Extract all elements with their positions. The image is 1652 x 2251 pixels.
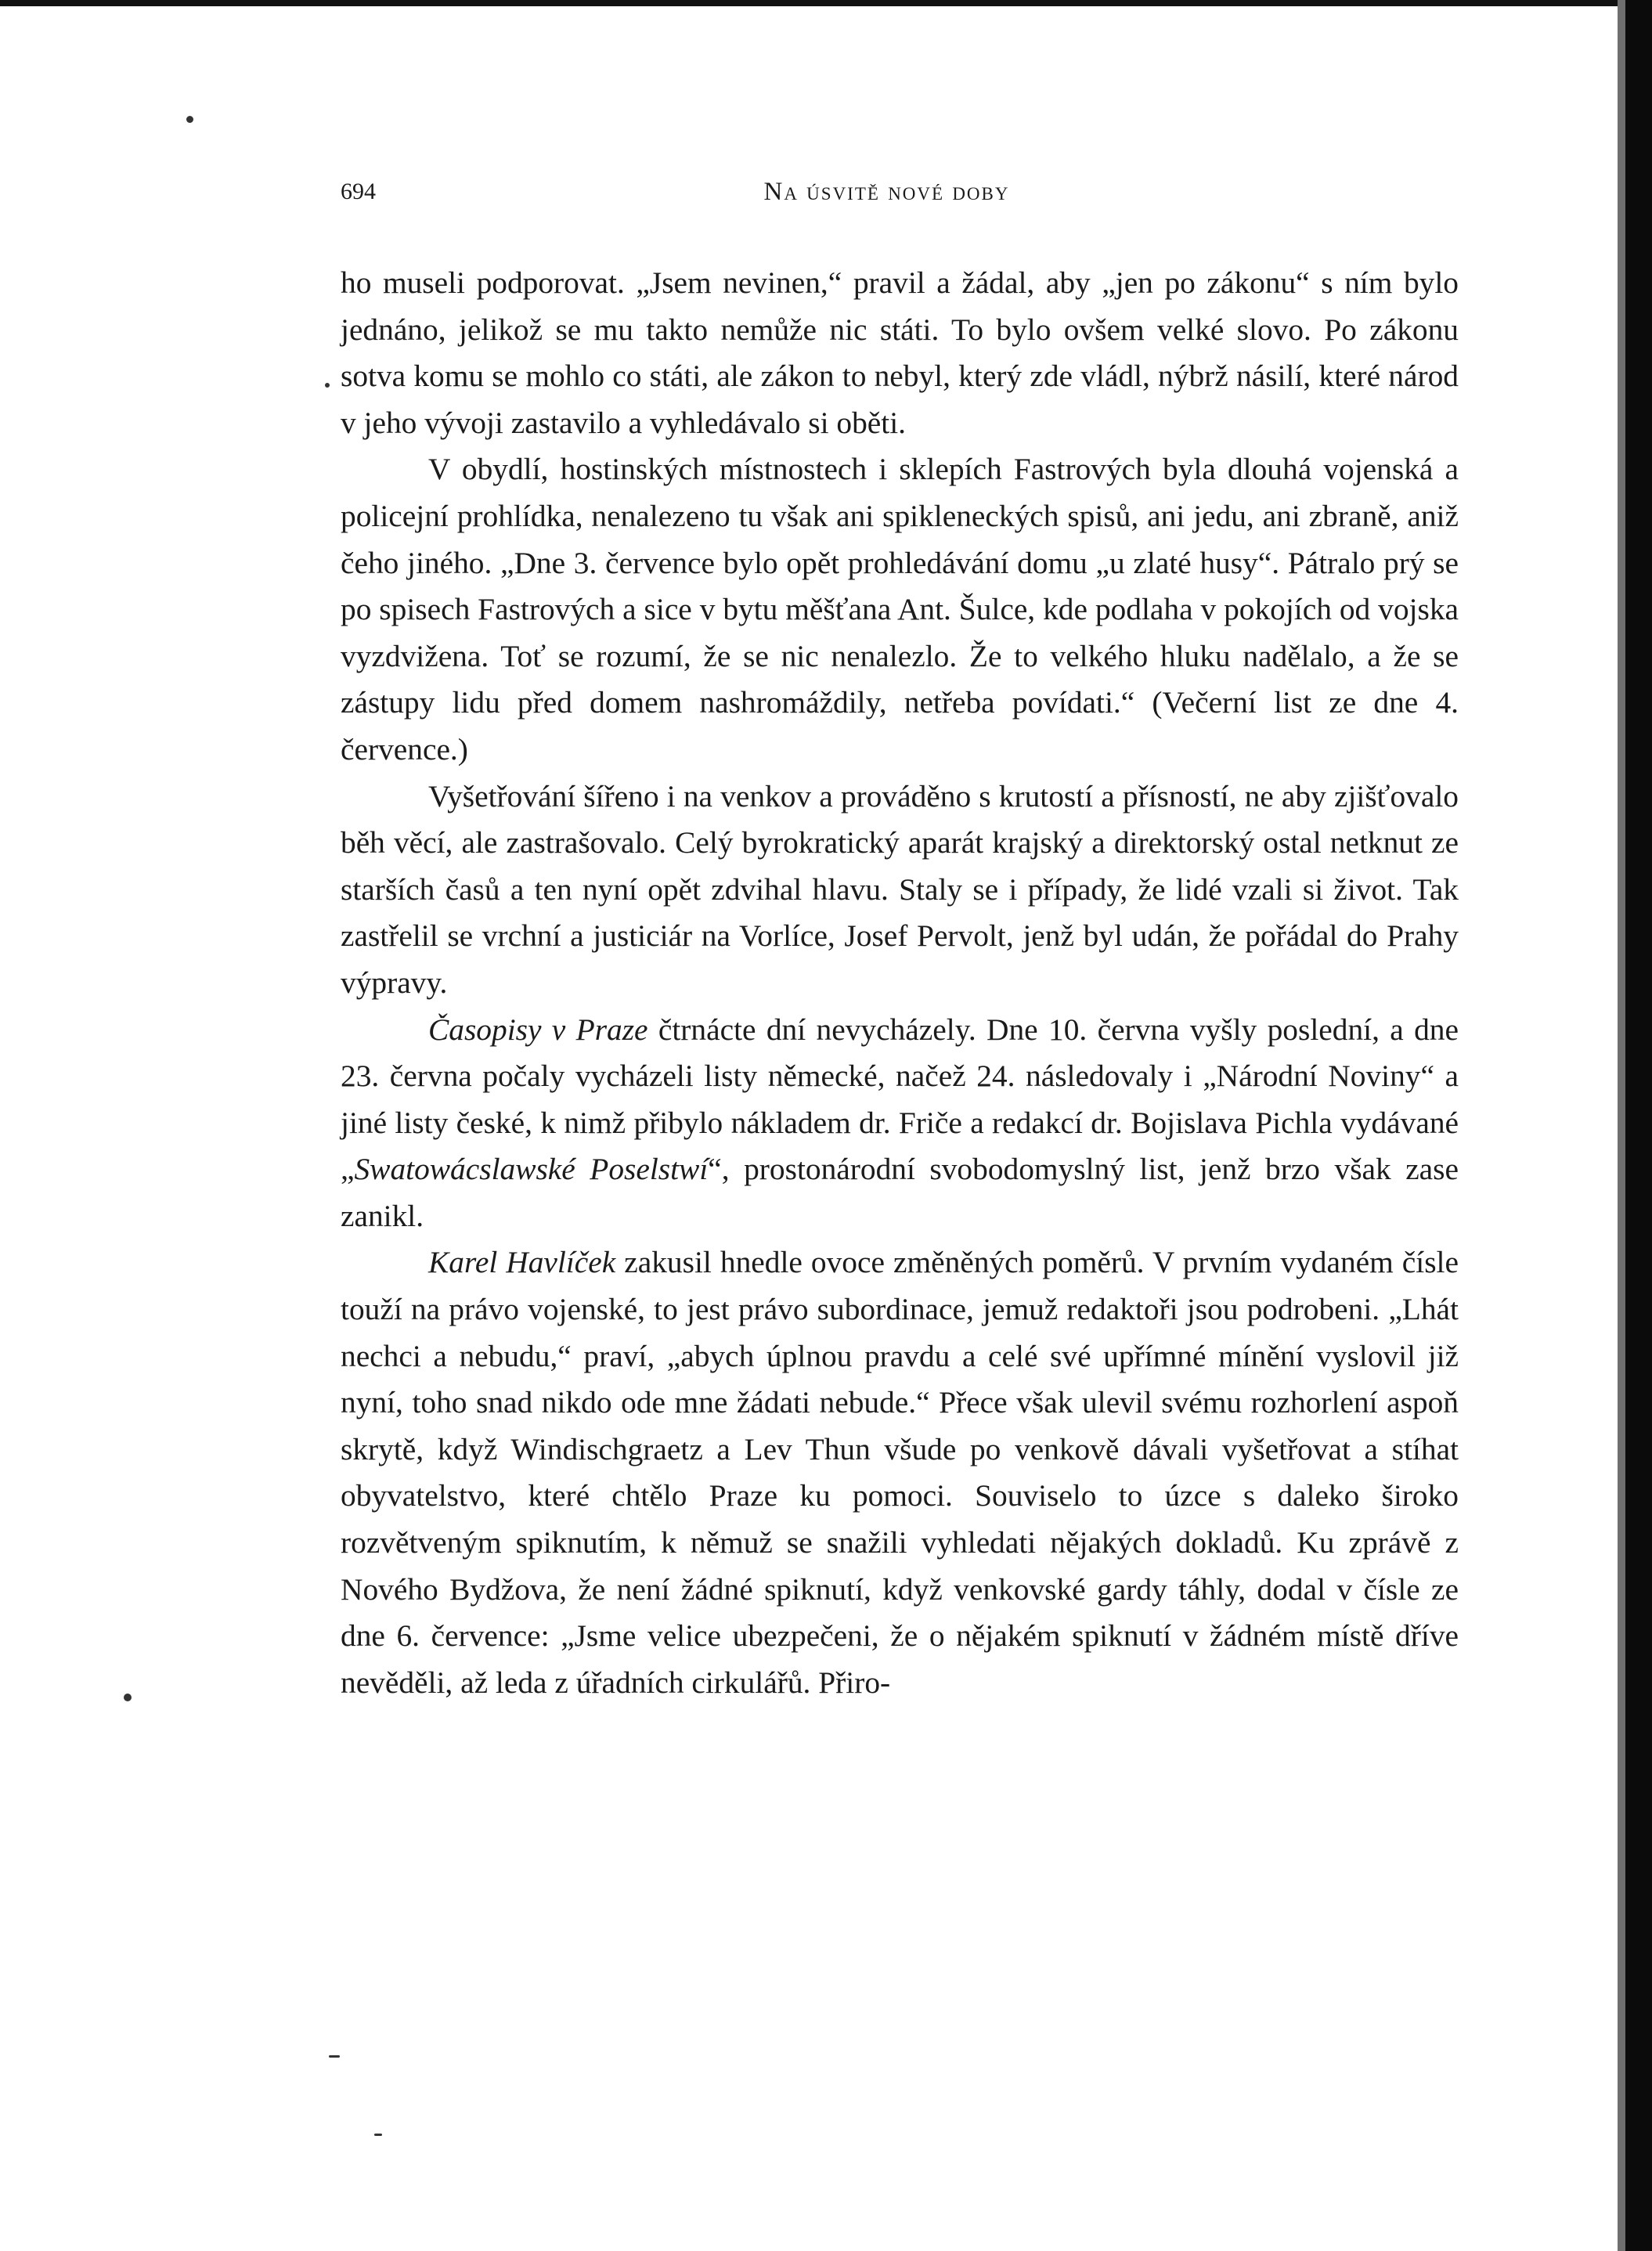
paragraph bbox=[341, 446, 1459, 773]
text-run: V obydlí, hostinských místnostech i sklepích Fastrových byla dlouhá vojenská a policejní prohlídka, nenalezeno tu však ani spikleneckých spisů, ani jedu, ani zbraně, aniž čeho jiného. „Dne 3. července bylo opět prohledávání domu „u zlaté husy“. Pátralo prý se po spisech Fastrových a sice v bytu měšťana Ant. Šulce, kde podlaha v pokojích od vojska vyzdvižena. Toť se rozumí, že se nic nenalezlo. Že to velkého hluku nadělalo, a že se zástupy lidu před domem nashromáždily, netřeba povídati.“ (Večerní list ze dne 4. července.) bbox=[341, 452, 1459, 767]
paragraph bbox=[341, 774, 1459, 1007]
body-text bbox=[341, 260, 1459, 1706]
italic-run: Karel Havlíček bbox=[428, 1245, 616, 1280]
scan-speck bbox=[325, 383, 330, 388]
scan-edge-right-shadow bbox=[1618, 0, 1625, 2251]
paragraph bbox=[341, 260, 1459, 446]
page-header bbox=[341, 174, 1464, 210]
text-run: čtrnácte dní nevycházely. Dne 10. června vyšly poslední, a dne 23. června počaly vycházeli listy německé, načež 24. následovaly i „Národní Noviny“ a jiné listy české, k nimž přibylo nákladem dr. Friče a redakcí dr. Bojislava Pichla vydávané „ bbox=[341, 1012, 1459, 1187]
scan-edge-right bbox=[1625, 0, 1652, 2251]
paragraph bbox=[341, 1007, 1459, 1240]
italic-run: Swatowácslawské Poselstwí bbox=[354, 1152, 709, 1187]
scan-speck bbox=[374, 2134, 382, 2136]
scan-speck bbox=[186, 116, 193, 123]
italic-run: Časopisy v Praze bbox=[428, 1012, 648, 1047]
paragraph bbox=[341, 1239, 1459, 1706]
scan-edge-top bbox=[0, 0, 1652, 6]
scan-speck bbox=[329, 2055, 340, 2058]
scan-speck bbox=[124, 1694, 132, 1701]
text-run: “, prostonárodní svobodomyslný list, jenž brzo však zase zanikl. bbox=[341, 1152, 1459, 1233]
text-run: zakusil hnedle ovoce změněných poměrů. V prvním vydaném čísle touží na právo vojenské, to jest právo subordinace, jemuž redaktoři jsou podrobeni. „Lhát nechci a nebudu,“ praví, „abych úplnou pravdu a celé své upřímné mínění vyslovil již nyní, toho snad nikdo ode mne žádati nebude.“ Přece však ulevil svému rozhorlení aspoň skrytě, když Windischgraetz a Lev Thun všude po venkově dávali vyšetřovat a stíhat obyvatelstvo, které chtělo Praze ku pomoci. Souviselo to úzce s daleko široko rozvětveným spiknutím, k němuž se snažili vyhledati nějakých dokladů. Ku zprávě z Nového Bydžova, že není žádné spiknutí, když venkovské gardy táhly, dodal v čísle ze dne 6. července: „Jsme velice ubezpečeni, že o nějakém spiknutí v žádném místě dříve nevěděli, až leda z úřadních cirkulářů. Přiro- bbox=[341, 1245, 1459, 1700]
text-run: ho museli podporovat. „Jsem nevinen,“ pravil a žádal, aby „jen po zákonu“ s ním bylo jednáno, jelikož se mu takto nemůže nic státi. To bylo ovšem velké slovo. Po zákonu sotva komu se mohlo co státi, ale zákon to nebyl, který zde vládl, nýbrž násilí, které národ v jeho vývoji zastavilo a vyhledávalo si oběti. bbox=[341, 265, 1459, 440]
text-run: Vyšetřování šířeno i na venkov a prováděno s krutostí a přísností, ne aby zjišťovalo běh věcí, ale zastrašovalo. Celý byrokratický aparát krajský a direktorský ostal netknut ze starších časů a ten nyní opět zdvihal hlavu. Staly se i případy, že lidé vzali si život. Tak zastřelil se vrchní a justiciár na Vorlíce, Josef Pervolt, jenž byl udán, že pořádal do Prahy výpravy. bbox=[341, 778, 1459, 1000]
running-title: Na úsvitě nové doby bbox=[763, 178, 1010, 206]
page-number: 694 bbox=[341, 179, 376, 204]
